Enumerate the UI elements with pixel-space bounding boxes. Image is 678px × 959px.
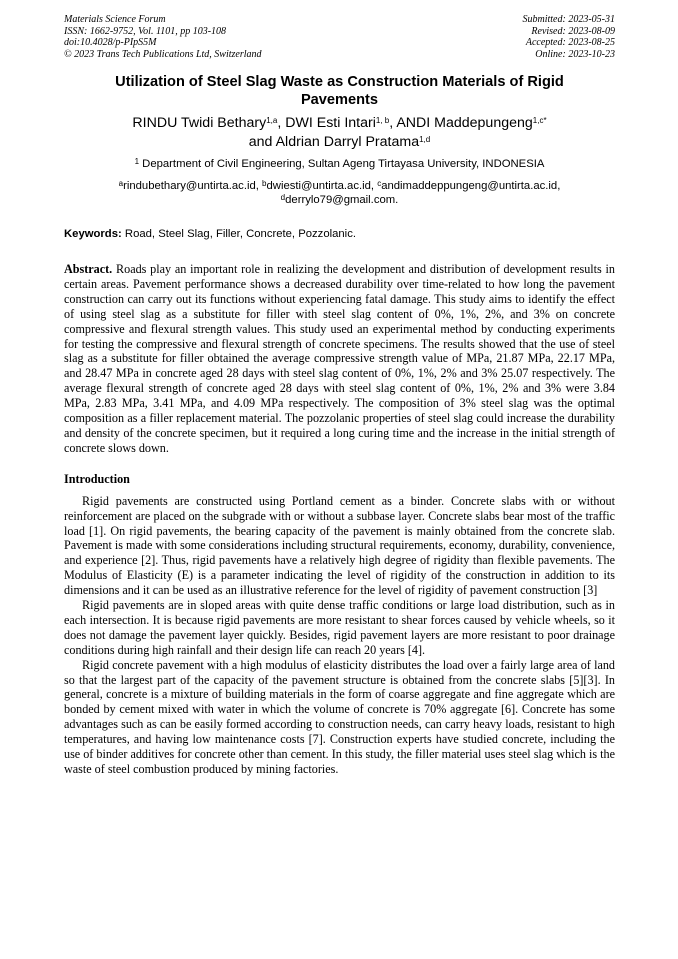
abstract-label: Abstract. [64, 262, 113, 276]
author-name: ANDI Maddepungeng [396, 115, 533, 131]
email-mark: b [262, 179, 267, 188]
author-affiliation-mark: 1, b [375, 116, 390, 125]
accepted-date: Accepted: 2023-08-25 [525, 37, 615, 48]
email-link[interactable]: rindubethary@untirta.ac.id, [123, 180, 259, 192]
online-date: Online: 2023-10-23 [535, 48, 615, 60]
keywords-label: Keywords: [64, 228, 122, 240]
author-name: RINDU Twidi Bethary [132, 115, 267, 131]
abstract-text: Roads play an important role in realizing the development and distribution of development results in certain areas. Pavement performance shows a decreased durability over time-related to how long the pavement construction can carry out its functions without experiencing fatal damage. This study aims to identify the effect of using steel slag as a substitute for filler with steel slag content of 0%, 1%, 2%, and 3% on concrete compressive and flexural strength values. This study used an experimental method by conducting experiments for testing the compressive and flexural strength of concrete specimens. The results showed that the use of steel slag as a substitute for filler obtained the average compressive strength value of MPa, 21.87 MPa, 22.17 MPa, and 28.47 MPa in concrete aged 28 days with steel slag content of 0%, 1%, 2% and 3% 25.07 respectively. The average flexural strength of concrete aged 28 days with steel slag content of 0%, 1%, 2% and 3% were 3.84 MPa, 2.83 MPa, 3.41 MPa, and 4.09 MPa respectively. The composition of 3% steel slag was the optimal composition as a filler replacement material. The pozzolanic properties of steel slag could increase the durability and density of the concrete specimen, but it required a long curing time and the increase in the initial strength of concrete slows down. [64, 262, 615, 455]
author-affiliation-mark: 1,a [266, 116, 278, 125]
doi-line: doi:10.4028/p-PIpS5M [64, 37, 157, 48]
email-mark: c [377, 179, 382, 188]
submitted-date: Submitted: 2023-05-31 [522, 14, 615, 25]
author-list: RINDU Twidi Bethary$^{1,a}$, DWI Esti Intari$^{1, b}$, ANDI Maddepungeng$^{1,c*}$ and Aldrian Darryl Pratama$^{1,d}$ [132, 115, 547, 150]
email-link[interactable]: dwiesti@untirta.ac.id, [266, 180, 375, 192]
publication-header [64, 14, 615, 60]
author-emails [64, 179, 615, 207]
keywords [64, 227, 615, 241]
introduction-paragraph: Rigid pavements are constructed using Portland cement as a binder. Concrete slabs with or without reinforcement are placed on the subgrade with or without a subbase layer. Concrete slabs bear most of the traffic load [1]. On rigid pavements, the bearing capacity of the pavement is mainly obtained from the concrete slab. Pavement is made with some considerations including structural requirements, economy, durability, convenience, and experience [2]. Thus, rigid pavements have a relatively high degree of rigidity than flexible pavements. The Modulus of Elasticity (E) is a parameter indicating the level of rigidity of the construction in addition to its dimensions and it can be used as an illustrative reference for the level of rigidity of pavement construction [3] [64, 493, 616, 598]
affiliation [64, 157, 615, 171]
affiliation-text: Department of Civil Engineering, Sultan Ageng Tirtayasa University, INDONESIA [142, 158, 545, 170]
abstract [64, 262, 615, 456]
author-name: and Aldrian Darryl Pratama [248, 133, 420, 150]
keywords-text: Road, Steel Slag, Filler, Concrete, Pozzolanic. [124, 228, 356, 240]
email-link[interactable]: derrylo79@gmail.com. [285, 194, 399, 206]
author-affiliation-mark: 1,c* [532, 116, 547, 125]
copyright-line: © 2023 Trans Tech Publications Ltd, Switzerland [64, 48, 262, 60]
author-name: DWI Esti Intari [285, 115, 376, 131]
introduction-heading: Introduction [64, 471, 130, 486]
issn-line: ISSN: 1662-9752, Vol. 1101, pp 103-108 [64, 25, 227, 37]
introduction-paragraph: Rigid pavements are in sloped areas with quite dense traffic conditions or large load distribution, such as in each intersection. It is because rigid pavements are more resistant to shear forces caused by vehicle wheels, so it does not damage the pavement layer quickly. Besides, rigid pavement layers are more resistant to poor drainage conditions during high rainfall and their design life can reach 20 years [4]. [64, 598, 615, 657]
journal-info [64, 14, 262, 60]
publication-dates [523, 14, 616, 60]
revised-date: Revised: 2023-08-09 [531, 25, 615, 37]
introduction-paragraph: Rigid concrete pavement with a high modulus of elasticity distributes the load over a fairly large area of land so that the largest part of the capacity of the pavement structure is obtained from the concrete slabs [5][3]. In general, concrete is a mixture of building materials in the form of coarse aggregate and fine aggregate which are bonded by cement mixed with water in which the volume of concrete is 70% aggregate [6]. Concrete has some advantages such as can be easily formed according to construction needs, can carry heavy loads, resistant to high temperatures, and having low maintenance costs [7]. Construction experts have studied concrete, including the use of binder additives for concrete other than cement. In this study, the filler material uses steel slag which is the waste of steel combustion produced by mining factories. [64, 657, 615, 776]
email-link[interactable]: andimaddeppungeng@untirta.ac.id, [381, 180, 561, 192]
paper-page [64, 14, 615, 777]
author-affiliation-mark: 1,d [419, 134, 431, 144]
paper-title: Utilization of Steel Slag Waste as Construction Materials of Rigid Pavements [115, 74, 564, 108]
journal-name: Materials Science Forum [64, 14, 166, 25]
email-mark: a [118, 179, 124, 188]
affiliation-mark: 1 [134, 157, 140, 166]
email-mark: d [280, 193, 286, 202]
